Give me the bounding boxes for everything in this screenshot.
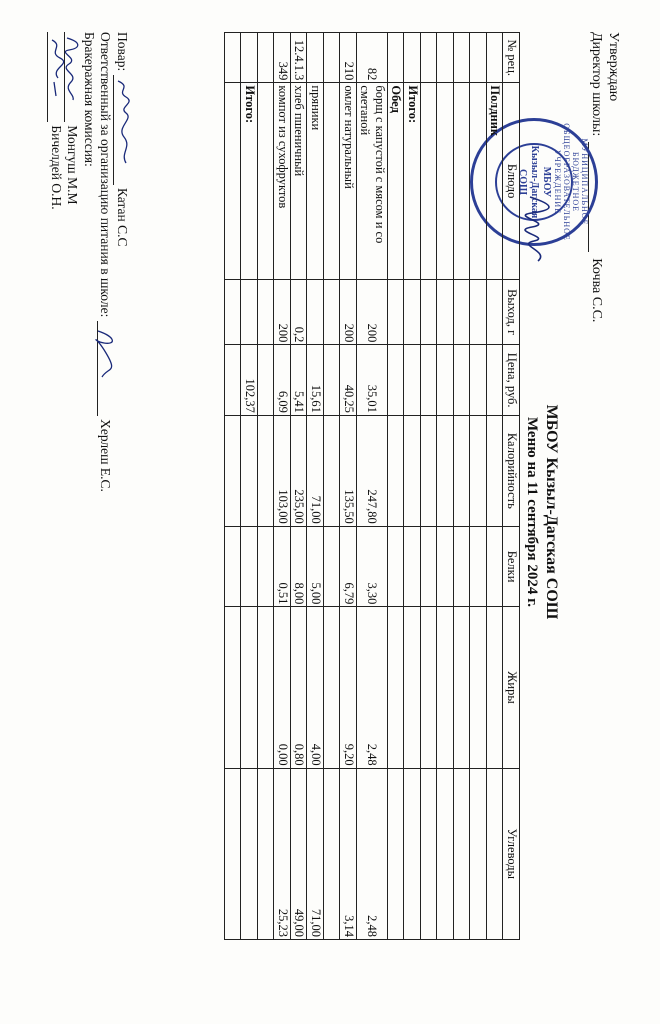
cell-carbs bbox=[454, 768, 471, 939]
cell-carbs bbox=[487, 768, 504, 939]
cell-calories: 135,50 bbox=[340, 415, 357, 526]
cell-fat bbox=[388, 607, 405, 768]
cell-protein bbox=[437, 526, 454, 607]
cell-calories: 71,00 bbox=[307, 415, 324, 526]
cell-carbs: 25,23 bbox=[274, 768, 291, 939]
col-header-fat: Жиры bbox=[503, 607, 520, 768]
cell-carbs bbox=[324, 768, 341, 939]
cell-price bbox=[421, 345, 438, 416]
cell-calories bbox=[388, 415, 405, 526]
cell-output-grams bbox=[241, 279, 258, 345]
member2-line bbox=[48, 32, 65, 492]
cell-fat: 9,20 bbox=[340, 607, 357, 768]
cook-label: Повар: bbox=[115, 32, 130, 72]
table-row bbox=[258, 33, 275, 940]
cell-recipe-number bbox=[258, 33, 275, 83]
col-header-price: Цена, руб. bbox=[503, 345, 520, 416]
cell-fat bbox=[258, 607, 275, 768]
table-row bbox=[487, 33, 504, 940]
table-row bbox=[437, 33, 454, 940]
cell-carbs bbox=[225, 768, 242, 939]
cell-price: 35,01 bbox=[357, 345, 388, 416]
cell-carbs: 49,00 bbox=[291, 768, 308, 939]
cell-dish-name: омлет натуральный bbox=[340, 83, 357, 280]
cell-fat bbox=[404, 607, 421, 768]
cell-price bbox=[258, 345, 275, 416]
cell-fat: 4,00 bbox=[307, 607, 324, 768]
cell-recipe-number bbox=[470, 33, 487, 83]
cell-output-grams bbox=[225, 279, 242, 345]
table-row bbox=[388, 33, 405, 940]
cell-protein bbox=[225, 526, 242, 607]
cell-output-grams: 200 bbox=[357, 279, 388, 345]
cell-fat bbox=[421, 607, 438, 768]
cell-price bbox=[470, 345, 487, 416]
responsible-line bbox=[97, 32, 114, 492]
cell-dish-name: пряники bbox=[307, 83, 324, 280]
cell-calories bbox=[437, 415, 454, 526]
cell-price: 40,25 bbox=[340, 345, 357, 416]
cell-recipe-number bbox=[388, 33, 405, 83]
cell-protein bbox=[454, 526, 471, 607]
cell-fat: 0,00 bbox=[274, 607, 291, 768]
cell-calories bbox=[470, 415, 487, 526]
cell-dish-name bbox=[437, 83, 454, 280]
member2-name: Бичелдей О.Н. bbox=[49, 125, 64, 210]
menu-table bbox=[224, 32, 520, 940]
cook-signature bbox=[114, 75, 129, 185]
cell-output-grams bbox=[487, 279, 504, 345]
cell-carbs bbox=[421, 768, 438, 939]
director-label: Директор школы: bbox=[589, 32, 604, 137]
cell-carbs bbox=[258, 768, 275, 939]
cell-protein: 8,00 bbox=[291, 526, 308, 607]
cell-dish-name bbox=[454, 83, 471, 280]
table-row bbox=[324, 33, 341, 940]
cell-calories bbox=[487, 415, 504, 526]
member1-name: Монгуш М.М bbox=[65, 125, 81, 205]
cell-dish-name bbox=[324, 83, 341, 280]
table-row bbox=[470, 33, 487, 940]
cell-output-grams bbox=[454, 279, 471, 345]
cell-output-grams bbox=[437, 279, 454, 345]
cell-price bbox=[437, 345, 454, 416]
table-row bbox=[404, 33, 421, 940]
cell-dish-name bbox=[258, 83, 275, 280]
stamp-outer-text: МУНИЦИПАЛЬНОЕ БЮДЖЕТНОЕ ОБЩЕОБРАЗОВАТЕЛЬНОЕ УЧРЕЖДЕНИЕ bbox=[553, 123, 589, 241]
cell-calories bbox=[225, 415, 242, 526]
cell-dish-name bbox=[421, 83, 438, 280]
cell-calories bbox=[421, 415, 438, 526]
cell-recipe-number bbox=[421, 33, 438, 83]
cell-recipe-number bbox=[241, 33, 258, 83]
cell-protein bbox=[470, 526, 487, 607]
cell-output-grams bbox=[404, 279, 421, 345]
cell-carbs bbox=[470, 768, 487, 939]
cell-calories: 247,80 bbox=[357, 415, 388, 526]
cell-fat bbox=[470, 607, 487, 768]
table-row bbox=[454, 33, 471, 940]
cell-calories: 103,00 bbox=[274, 415, 291, 526]
cell-dish-name: хлеб пшеничный bbox=[291, 83, 308, 280]
cell-price: 6,09 bbox=[274, 345, 291, 416]
cell-output-grams: 0,2 bbox=[291, 279, 308, 345]
cell-recipe-number bbox=[437, 33, 454, 83]
cell-output-grams bbox=[470, 279, 487, 345]
cell-dish-name: компот из сухофруктов bbox=[274, 83, 291, 280]
cell-calories bbox=[324, 415, 341, 526]
cell-dish-name: Итого: bbox=[404, 83, 421, 280]
cell-carbs bbox=[404, 768, 421, 939]
responsible-signature bbox=[97, 321, 112, 416]
cell-fat: 0,80 bbox=[291, 607, 308, 768]
cell-output-grams: 200 bbox=[340, 279, 357, 345]
cell-fat bbox=[324, 607, 341, 768]
cell-protein: 0,51 bbox=[274, 526, 291, 607]
cell-dish-name bbox=[470, 83, 487, 280]
cell-fat bbox=[487, 607, 504, 768]
footer-signatures bbox=[48, 32, 131, 492]
cell-fat bbox=[241, 607, 258, 768]
school-title: МБОУ Кызыл-Дагская СОШ bbox=[543, 404, 560, 620]
stamp-inner-line2: Кызыл-Дагская bbox=[529, 145, 540, 219]
col-header-output: Выход, г bbox=[503, 279, 520, 345]
cell-output-grams: 200 bbox=[274, 279, 291, 345]
cell-recipe-number bbox=[404, 33, 421, 83]
cell-price bbox=[487, 345, 504, 416]
cell-protein: 3,30 bbox=[357, 526, 388, 607]
cell-price bbox=[225, 345, 242, 416]
table-row bbox=[274, 33, 291, 940]
cell-price: 102,37 bbox=[241, 345, 258, 416]
cell-recipe-number bbox=[454, 33, 471, 83]
cell-recipe-number bbox=[324, 33, 341, 83]
cell-dish-name: Итого: bbox=[241, 83, 258, 280]
table-row bbox=[357, 33, 388, 940]
cell-recipe-number: 349 bbox=[274, 33, 291, 83]
cell-carbs bbox=[388, 768, 405, 939]
cell-price: 15,61 bbox=[307, 345, 324, 416]
stamp-inner-line1: МБОУ bbox=[541, 166, 552, 198]
cell-calories: 235,00 bbox=[291, 415, 308, 526]
cook-line bbox=[114, 32, 131, 492]
cell-carbs: 3,14 bbox=[340, 768, 357, 939]
cell-dish-name bbox=[225, 83, 242, 280]
cell-protein bbox=[404, 526, 421, 607]
cell-calories bbox=[241, 415, 258, 526]
cell-protein bbox=[388, 526, 405, 607]
cell-recipe-number: 82 bbox=[357, 33, 388, 83]
cell-price bbox=[404, 345, 421, 416]
cell-fat: 2,48 bbox=[357, 607, 388, 768]
cell-protein: 5,00 bbox=[307, 526, 324, 607]
cook-name: Катан С.С bbox=[115, 187, 130, 247]
cell-fat bbox=[454, 607, 471, 768]
cell-price: 5,41 bbox=[291, 345, 308, 416]
cell-recipe-number: 12.4.1.3 bbox=[291, 33, 308, 83]
cell-dish-name: борщ с капустой с мясом и со сметаной bbox=[357, 83, 388, 280]
cell-protein: 6,79 bbox=[340, 526, 357, 607]
table-row bbox=[241, 33, 258, 940]
cell-protein bbox=[241, 526, 258, 607]
cell-recipe-number: 210 bbox=[340, 33, 357, 83]
table-row bbox=[225, 33, 242, 940]
col-header-dish: Блюдо bbox=[503, 83, 520, 280]
cell-recipe-number bbox=[225, 33, 242, 83]
table-header-row bbox=[503, 33, 520, 940]
cell-output-grams bbox=[324, 279, 341, 345]
cell-price bbox=[388, 345, 405, 416]
cell-recipe-number bbox=[307, 33, 324, 83]
cell-output-grams bbox=[421, 279, 438, 345]
cell-carbs: 2,48 bbox=[357, 768, 388, 939]
cell-output-grams bbox=[388, 279, 405, 345]
cell-fat bbox=[225, 607, 242, 768]
menu-date: Меню на 11 сентября 2024 г. bbox=[524, 416, 540, 608]
cell-fat bbox=[437, 607, 454, 768]
responsible-name: Херлеш Е.С. bbox=[98, 419, 114, 492]
table-body bbox=[225, 33, 504, 940]
commission-label: Бракеражная комиссия: bbox=[82, 32, 97, 167]
cell-calories bbox=[258, 415, 275, 526]
director-name: Кочва С.С. bbox=[589, 258, 604, 323]
cell-dish-name: Обед bbox=[388, 83, 405, 280]
table-row bbox=[307, 33, 324, 940]
table-row bbox=[291, 33, 308, 940]
table-row bbox=[340, 33, 357, 940]
responsible-label: Ответственный за организацию питания в школе: bbox=[98, 32, 114, 318]
cell-calories bbox=[454, 415, 471, 526]
col-header-carbs: Углеводы bbox=[503, 768, 520, 939]
cell-dish-name: Полдник bbox=[487, 83, 504, 280]
cell-carbs bbox=[241, 768, 258, 939]
cell-protein bbox=[421, 526, 438, 607]
approval-title: Утверждаю bbox=[606, 32, 621, 102]
cell-carbs: 71,00 bbox=[307, 768, 324, 939]
cell-price bbox=[324, 345, 341, 416]
cell-protein bbox=[487, 526, 504, 607]
col-header-recipe: № рец. bbox=[503, 33, 520, 83]
stamp-inner-line3: СОШ bbox=[517, 169, 528, 195]
table-row bbox=[421, 33, 438, 940]
cell-output-grams bbox=[307, 279, 324, 345]
cell-price bbox=[454, 345, 471, 416]
member2-signature bbox=[48, 32, 63, 122]
cell-carbs bbox=[437, 768, 454, 939]
cell-recipe-number bbox=[487, 33, 504, 83]
cell-calories bbox=[404, 415, 421, 526]
cell-protein bbox=[258, 526, 275, 607]
col-header-protein: Белки bbox=[503, 526, 520, 607]
col-header-calories: Калорийность bbox=[503, 415, 520, 526]
cell-protein bbox=[324, 526, 341, 607]
cell-output-grams bbox=[258, 279, 275, 345]
